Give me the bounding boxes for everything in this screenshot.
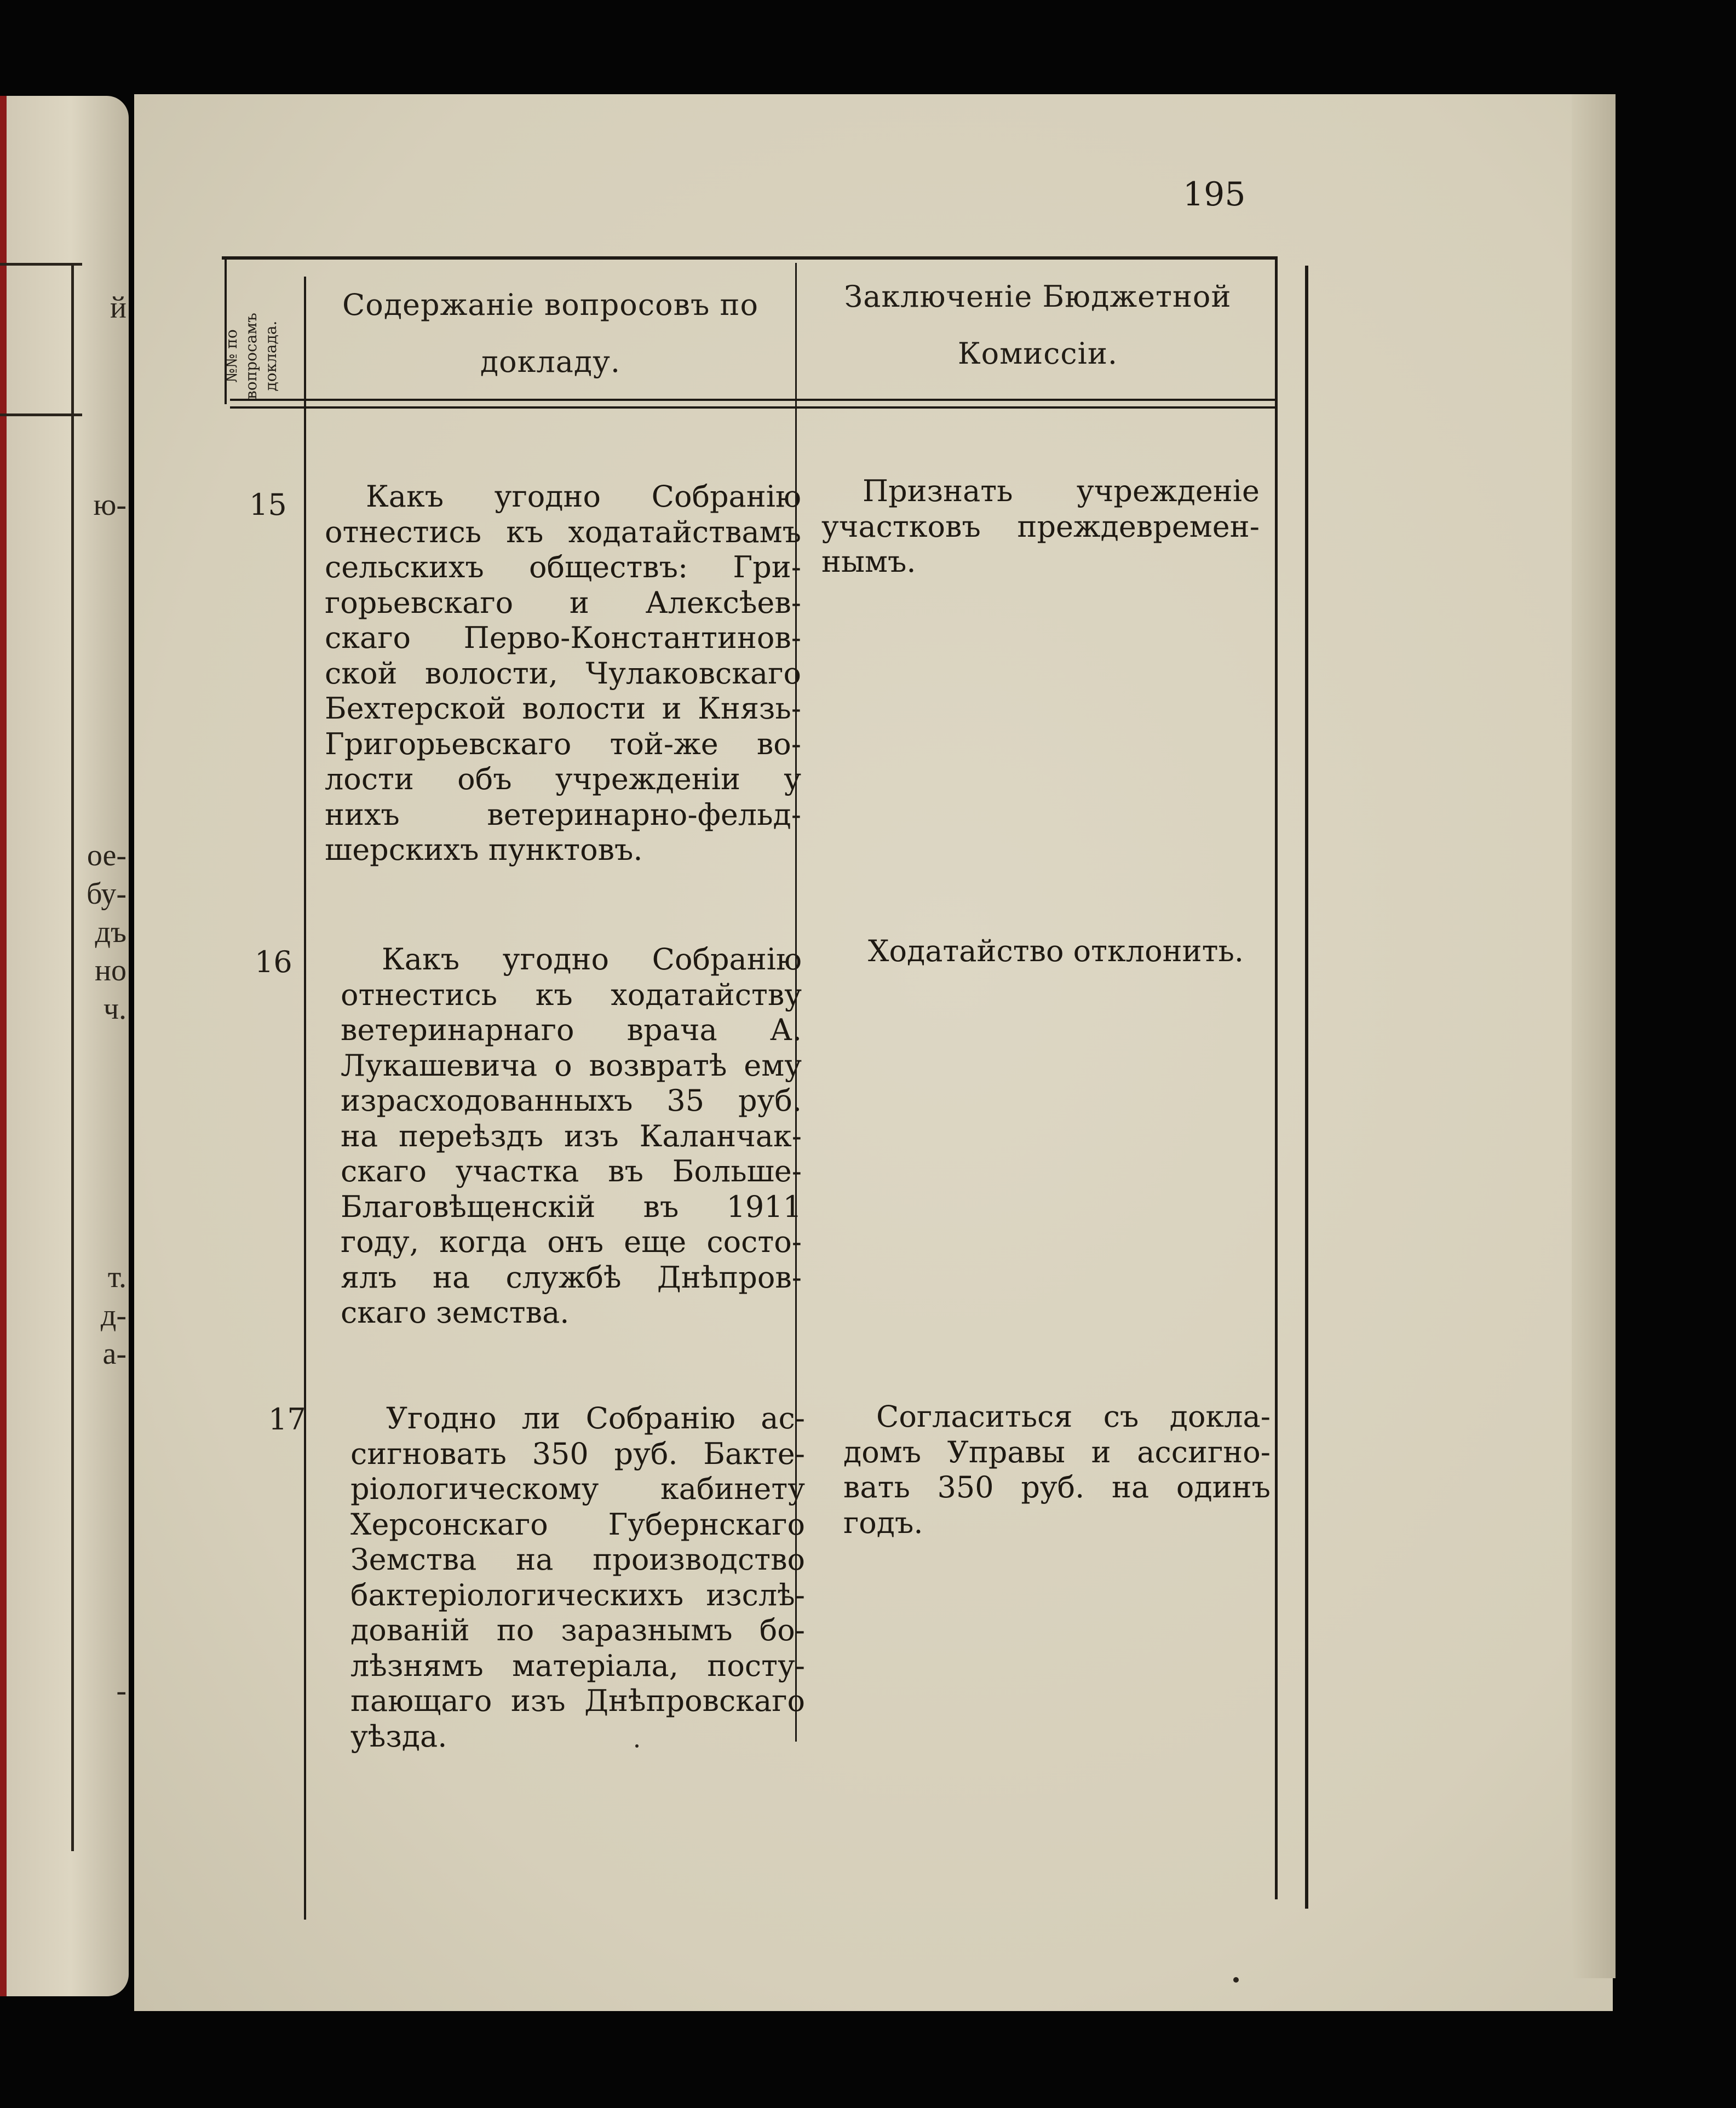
page-number: 195	[1183, 175, 1246, 214]
row-conclusion	[868, 934, 1268, 969]
left-page-fragment: ч.	[103, 992, 127, 1026]
text-line: отнестись къ ходатайству	[341, 977, 802, 1012]
text-line: скаго Перво-Константинов-	[325, 621, 801, 655]
text-line: скаго участка въ Больше-	[341, 1154, 802, 1188]
header-conclusion-line: Заключеніе Бюджетной	[844, 279, 1232, 314]
text-line: Земства на производство	[350, 1542, 805, 1577]
text-line: Какъ угодно Собранію	[366, 479, 801, 514]
text-line: лости объ учрежденіи у	[325, 762, 801, 796]
text-line: Херсонскаго Губернскаго	[350, 1507, 805, 1542]
table-header-rule-double	[230, 406, 1276, 409]
text-line: ялъ на службѣ Днѣпров-	[341, 1260, 802, 1295]
row-conclusion	[843, 1399, 1271, 1541]
text-line: нымъ.	[821, 544, 916, 579]
text-line: годъ.	[843, 1505, 923, 1540]
left-page-fragment: -	[116, 1674, 127, 1708]
text-line: домъ Управы и ассигно-	[843, 1434, 1271, 1469]
text-line: году, когда онъ еще состо-	[341, 1225, 802, 1259]
header-number-column: №№ по вопросамъ доклада.	[222, 312, 280, 400]
header-conclusion-column	[808, 268, 1268, 382]
left-page-fragment: дъ	[95, 915, 127, 949]
text-line: горьевскаго и Алексѣев-	[325, 585, 801, 620]
table-top-rule	[222, 256, 1276, 260]
row-content	[325, 479, 801, 868]
text-line: ской волости, Чулаковскаго	[325, 656, 801, 691]
column-rule-number	[304, 277, 306, 1920]
text-line: Какъ угодно Собранію	[382, 942, 802, 977]
row-number: 17	[268, 1402, 306, 1437]
text-line: Признать учрежденіе	[863, 474, 1260, 508]
text-line: уѣзда.	[350, 1719, 447, 1754]
row-number: 16	[255, 945, 292, 979]
left-page-fragment: но	[95, 954, 127, 987]
text-line: ріологическому кабинету	[350, 1472, 805, 1506]
row-content	[341, 942, 802, 1331]
previous-page-edge	[0, 96, 129, 1996]
text-line: на переѣздъ изъ Каланчак-	[341, 1118, 802, 1153]
page-stack-edge	[1572, 94, 1616, 1978]
left-page-fragment: т.	[107, 1260, 127, 1294]
text-line: лѣзнямъ матеріала, посту-	[350, 1648, 805, 1683]
text-line: Благовѣщенскій въ 1911	[341, 1189, 802, 1224]
left-page-fragment: ю-	[93, 488, 127, 522]
text-line: дованій по заразнымъ бо-	[350, 1613, 805, 1647]
book-edge	[0, 96, 7, 1996]
text-line: израсходованныхъ 35 руб.	[341, 1083, 802, 1118]
header-conclusion-line: Комиссіи.	[957, 336, 1118, 371]
table-header-rule	[230, 399, 1276, 401]
text-line: ветеринарнаго врача А.	[341, 1013, 802, 1047]
text-line: участковъ преждевремен-	[821, 509, 1260, 544]
page-right-rule	[1305, 266, 1308, 1909]
text-line: скаго земства.	[341, 1295, 570, 1330]
row-content	[350, 1401, 805, 1754]
text-line: шерскихъ пунктовъ.	[325, 832, 643, 867]
print-speck	[635, 1744, 639, 1748]
text-line: вать 350 руб. на одинъ	[843, 1470, 1271, 1504]
left-page-fragment: ое-	[87, 838, 127, 872]
text-line: пающаго изъ Днѣпровскаго	[350, 1684, 805, 1718]
header-content-line: Содержаніе вопросовъ по	[342, 288, 758, 322]
row-number: 15	[249, 487, 287, 522]
header-content-line: докладу.	[480, 344, 621, 379]
left-page-fragment: д-	[100, 1299, 127, 1332]
row-conclusion	[821, 474, 1260, 580]
text-line: Согласиться съ докла-	[876, 1399, 1271, 1434]
left-page-rule-top	[0, 263, 82, 266]
text-line: сельскихъ обществъ: Гри-	[325, 550, 801, 584]
text-line: сигновать 350 руб. Бакте-	[350, 1436, 805, 1471]
print-speck	[1233, 1977, 1239, 1983]
text-line: нихъ ветеринарно-фельд-	[325, 797, 801, 832]
text-line: Угодно ли Собранію ас-	[386, 1401, 805, 1435]
text-line: бактеріологическихъ изслѣ-	[350, 1577, 805, 1612]
text-line: Бехтерской волости и Князь-	[325, 691, 801, 726]
left-page-rule-header	[0, 413, 82, 416]
text-line: Лукашевича о возвратѣ ему	[341, 1048, 802, 1083]
header-content-column	[318, 277, 783, 390]
text-line: Ходатайство отклонить.	[868, 934, 1244, 968]
left-page-fragment: й	[110, 291, 127, 325]
text-line: Григорьевскаго той-же во-	[325, 726, 801, 761]
left-page-fragment: бу-	[86, 877, 127, 911]
left-page-fragment: а-	[102, 1337, 127, 1371]
table-right-rule	[1275, 256, 1278, 1899]
text-line: отнестись къ ходатайствамъ	[325, 514, 801, 549]
